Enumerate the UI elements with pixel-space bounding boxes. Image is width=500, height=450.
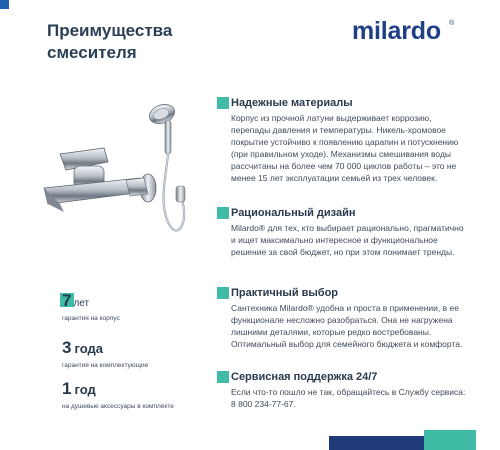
stat-body-warranty xyxy=(60,291,120,322)
stat-accessories-warranty xyxy=(60,379,174,410)
stat-number: 3 xyxy=(62,338,72,357)
stat-parts-warranty xyxy=(60,338,148,369)
stat-unit: года xyxy=(74,341,103,356)
feature-text: Если что-то пошло не так, обращайтесь в Службу сервиса: 8 800 234-77-67. xyxy=(231,387,466,409)
stat-description: гарантия на комплектующие xyxy=(62,362,149,369)
mixer-product-image xyxy=(30,96,220,246)
feature-title: Практичный выбор xyxy=(231,287,339,299)
stat-unit: год xyxy=(74,382,96,397)
brand-logo: milardo xyxy=(352,17,441,45)
feature-design xyxy=(217,207,467,258)
feature-title: Рациональный дизайн xyxy=(231,207,356,219)
stat-unit: лет xyxy=(73,298,90,309)
feature-text: Сантехника Milardo® удобна и проста в применении, в ее функционале несложно разобраться. Она не нагружена лишними деталями, которые редко востребованы. Оптимальный выбор для семейного бюджета и комфорта. xyxy=(231,303,463,349)
feature-materials xyxy=(217,97,467,184)
stat-number: 7 xyxy=(62,291,72,310)
brand-registered-mark: ® xyxy=(449,20,455,27)
shower-head-icon xyxy=(147,101,178,154)
feature-text: Корпус из прочной латуни выдерживает коррозию, перепады давления и температуры. Никель-хромовое покрытие устойчиво к появлению царапин и потускнению (при правильном уходе). Механизмы смешивания воды рассчитаны на более чем 70 000 циклов работы – это не менее 15 лет эксплуатации семьей из трех человек. xyxy=(231,113,459,183)
feature-title: Сервисная поддержка 24/7 xyxy=(231,371,378,383)
page-title: Преимущества смесителя xyxy=(47,21,173,62)
feature-text: Milardo® для тех, кто выбирает рационально, прагматично и ищет максимально интересное и функциональное решение за свой бюджет, но при этом понимает тренды. xyxy=(231,223,464,257)
feature-practical xyxy=(217,287,467,350)
corner-accent xyxy=(0,0,9,9)
stat-description: гарантия на корпус xyxy=(62,315,120,322)
feature-service xyxy=(217,371,467,410)
stat-number: 1 xyxy=(62,379,72,398)
feature-title: Надежные материалы xyxy=(231,97,353,109)
decor-bar-navy xyxy=(329,436,433,450)
mixer-body-icon xyxy=(44,148,156,212)
decor-bar-teal xyxy=(424,430,476,450)
stat-description: на душевые аксессуары в комплекте xyxy=(62,403,174,410)
